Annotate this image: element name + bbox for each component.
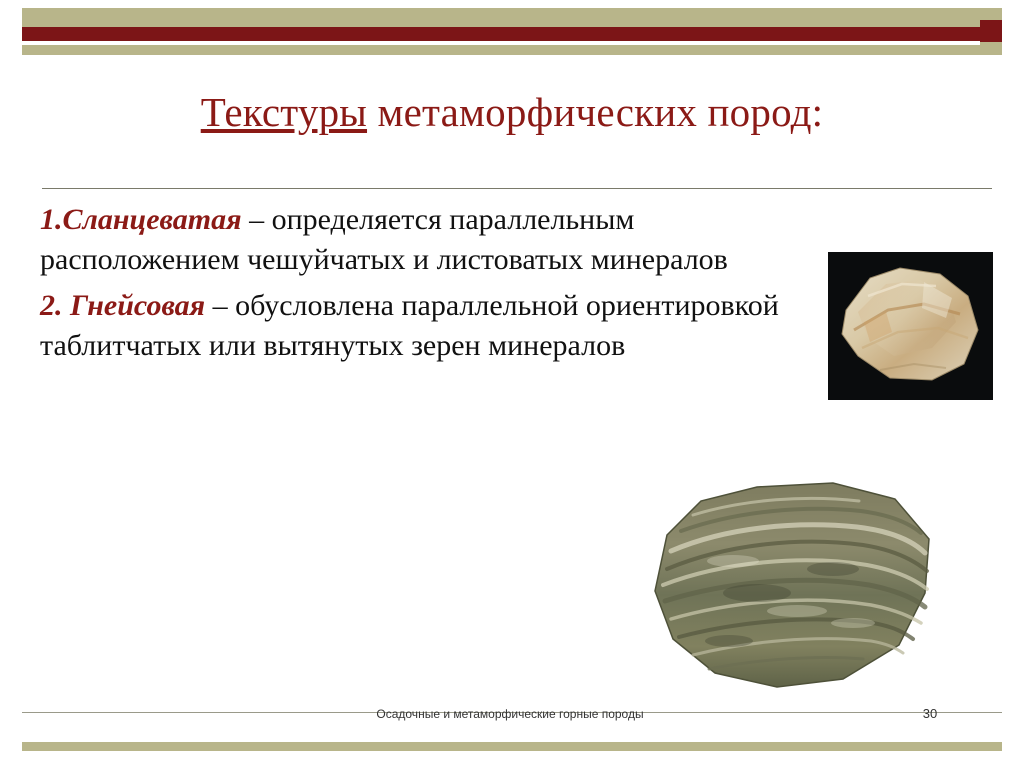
decoration-bar-khaki-top [22,8,1002,27]
gneiss-rock-illustration [637,473,947,701]
list-item-lead: Гнейсовая [62,288,206,322]
footer-caption: Осадочные и метаморфические горные породы [376,707,644,721]
bottom-decoration-bar [22,742,1002,751]
list-item [40,286,860,366]
page-number: 30 [922,706,938,721]
decoration-corner-red [980,20,1002,42]
decoration-bar-red [22,27,1002,41]
page-title [0,88,1024,136]
top-decoration-banner [0,0,1024,66]
list-item-lead: Сланцеватая [62,203,242,236]
list-item-text: – определяется параллельным расположением чешуйчатых и листоватых минералов [40,203,728,276]
list-item [40,200,840,280]
page-title-underlined: Текстуры [200,89,368,135]
decoration-bar-khaki-bottom [22,45,1002,55]
content-list [40,200,870,370]
list-item-number: 1. [40,203,63,236]
schist-rock-image [828,252,993,400]
list-item-text: – обусловлена параллельной ориентировкой таблитчатых или вытянутых зерен минералов [40,288,779,362]
title-divider [42,188,992,189]
gneiss-rock-image [637,473,947,701]
page-title-rest: метаморфических пород: [367,89,824,135]
list-item-number: 2. [40,288,63,322]
schist-rock-illustration [828,252,993,400]
